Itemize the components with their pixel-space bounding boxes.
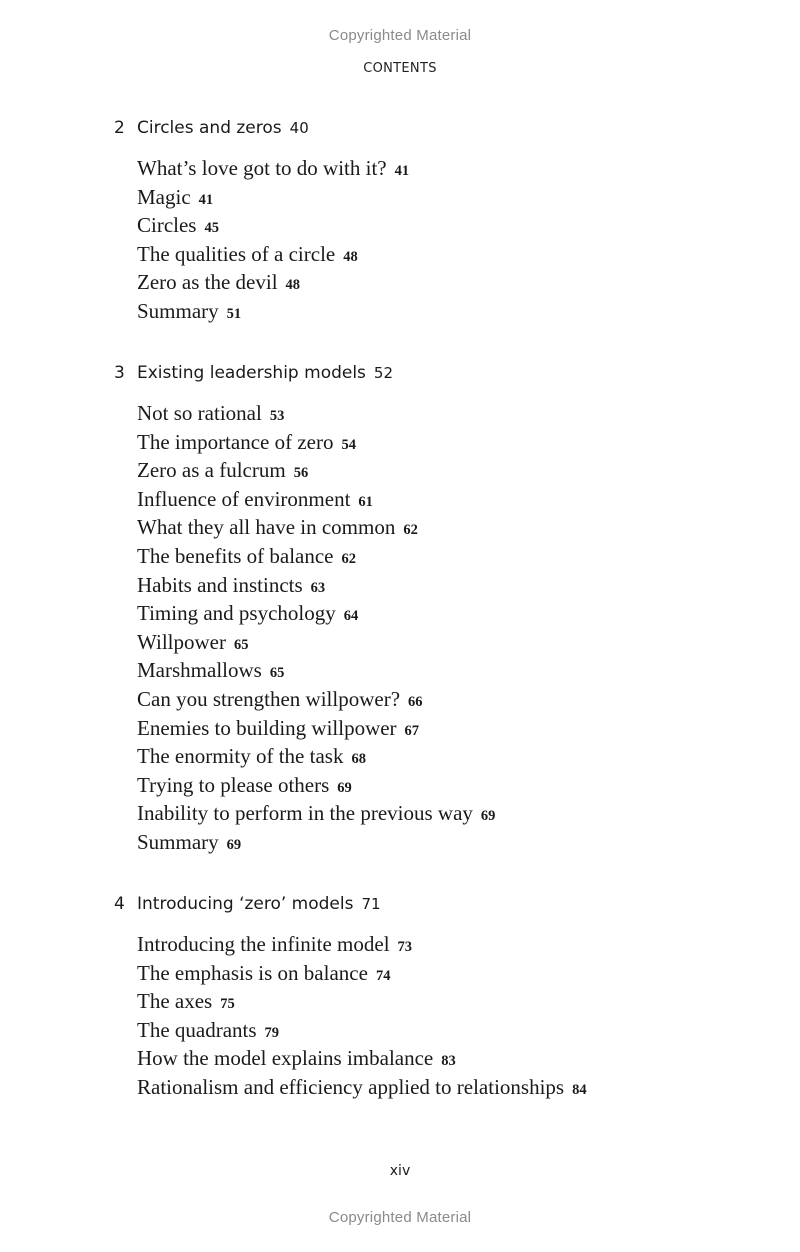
- chapter-number: 3: [114, 363, 125, 383]
- entry-title: Habits and instincts: [137, 572, 303, 597]
- entry-title: Magic: [137, 184, 191, 209]
- entry-page: 54: [341, 436, 356, 453]
- toc-entry: [137, 656, 495, 685]
- toc-entry: [137, 297, 409, 326]
- toc-entry: [137, 628, 495, 657]
- entry-title: Marshmallows: [137, 658, 262, 683]
- entry-title: Zero as the devil: [137, 270, 278, 295]
- toc-entry: [137, 771, 495, 800]
- chapter-title: Existing leadership models: [137, 363, 366, 383]
- entry-page: 69: [226, 836, 242, 853]
- entry-title: Influence of environment: [137, 486, 351, 511]
- toc-entry: [137, 959, 587, 988]
- entry-title: The axes: [137, 989, 213, 1014]
- toc-entry: [137, 571, 495, 600]
- toc-entry: [137, 211, 409, 240]
- entry-page: 48: [285, 277, 301, 294]
- entry-page: 83: [441, 1053, 456, 1070]
- chapter-entries: [137, 930, 587, 1102]
- entry-title: Not so rational: [137, 401, 262, 425]
- toc-entry: [137, 987, 587, 1016]
- entry-page: 45: [204, 220, 219, 237]
- entry-page: 68: [351, 751, 366, 768]
- entry-title: How the model explains imbalance: [137, 1046, 434, 1071]
- entry-page: 62: [341, 550, 356, 567]
- toc-entry: [137, 799, 495, 828]
- toc-entry: [137, 742, 495, 771]
- chapter-entries: [137, 399, 495, 857]
- entry-page: 41: [394, 163, 410, 179]
- entry-title: Circles: [137, 213, 197, 238]
- chapter-page: 52: [373, 364, 394, 382]
- chapter-number: 4: [114, 894, 125, 914]
- entry-title: The benefits of balance: [137, 543, 334, 568]
- entry-page: 53: [269, 408, 285, 424]
- entry-title: The quadrants: [137, 1017, 257, 1042]
- toc-entry: [137, 399, 495, 428]
- watermark-bottom: Copyrighted Material: [328, 1209, 472, 1226]
- watermark-top: Copyrighted Material: [328, 27, 472, 44]
- chapter-number: 2: [114, 118, 125, 138]
- entry-page: 64: [343, 608, 359, 625]
- entry-title: The emphasis is on balance: [137, 960, 368, 985]
- toc-entry: [137, 1044, 587, 1073]
- toc-entry: [137, 828, 495, 857]
- entry-page: 67: [404, 722, 420, 739]
- entry-title: What’s love got to do with it?: [137, 156, 387, 180]
- chapter-entries: [137, 154, 409, 326]
- entry-page: 63: [310, 579, 326, 596]
- entry-title: Inability to perform in the previous way: [137, 801, 473, 826]
- entry-page: 84: [572, 1081, 587, 1098]
- toc-entry: [137, 485, 495, 514]
- chapter-title: Circles and zeros: [137, 118, 282, 138]
- entry-title: Can you strengthen willpower?: [137, 686, 401, 711]
- entry-title: Zero as a fulcrum: [137, 458, 286, 483]
- toc-entry: [137, 513, 495, 542]
- entry-title: Summary: [137, 829, 219, 854]
- chapter-heading: [114, 894, 381, 918]
- entry-title: Timing and psychology: [137, 601, 336, 626]
- toc-entry: [137, 1073, 587, 1102]
- toc-entry: [137, 428, 495, 457]
- entry-title: Introducing the infinite model: [137, 932, 390, 956]
- toc-entry: [137, 268, 409, 297]
- chapter-page: 71: [361, 895, 381, 913]
- entry-title: Willpower: [137, 629, 226, 654]
- entry-page: 79: [264, 1024, 280, 1041]
- toc-entry: [137, 714, 495, 743]
- entry-page: 66: [408, 693, 423, 710]
- chapter-title: Introducing ‘zero’ models: [137, 894, 354, 914]
- toc-entry: [137, 599, 495, 628]
- entry-title: Trying to please others: [137, 772, 330, 797]
- entry-title: Summary: [137, 298, 219, 323]
- entry-page: 48: [343, 248, 358, 265]
- entry-page: 74: [375, 967, 391, 984]
- entry-title: Rationalism and efficiency applied to relationships: [137, 1074, 565, 1099]
- entry-page: 69: [480, 808, 496, 825]
- entry-page: 65: [269, 665, 285, 682]
- entry-page: 69: [337, 779, 352, 796]
- chapter-heading: [114, 118, 309, 142]
- entry-title: What they all have in common: [137, 515, 396, 540]
- entry-title: The qualities of a circle: [137, 241, 336, 266]
- entry-title: The importance of zero: [137, 429, 334, 454]
- toc-entry: [137, 154, 409, 183]
- toc-entry: [137, 685, 495, 714]
- running-head: CONTENTS: [363, 61, 437, 76]
- toc-entry: [137, 183, 409, 212]
- toc-entry: [137, 240, 409, 269]
- toc-entry: [137, 456, 495, 485]
- toc-entry: [137, 1016, 587, 1045]
- entry-page: 73: [397, 939, 413, 955]
- entry-page: 62: [403, 522, 418, 539]
- entry-page: 56: [293, 465, 309, 482]
- toc-entry: [137, 542, 495, 571]
- entry-page: 65: [233, 636, 249, 653]
- entry-page: 41: [198, 191, 214, 208]
- chapter-heading: [114, 363, 393, 387]
- chapter-page: 40: [289, 119, 309, 137]
- page-number: xiv: [389, 1163, 411, 1179]
- entry-page: 61: [358, 493, 373, 510]
- entry-page: 75: [220, 996, 235, 1013]
- entry-title: The enormity of the task: [137, 744, 344, 769]
- entry-page: 51: [226, 305, 242, 322]
- toc-entry: [137, 930, 587, 959]
- entry-title: Enemies to building willpower: [137, 715, 397, 740]
